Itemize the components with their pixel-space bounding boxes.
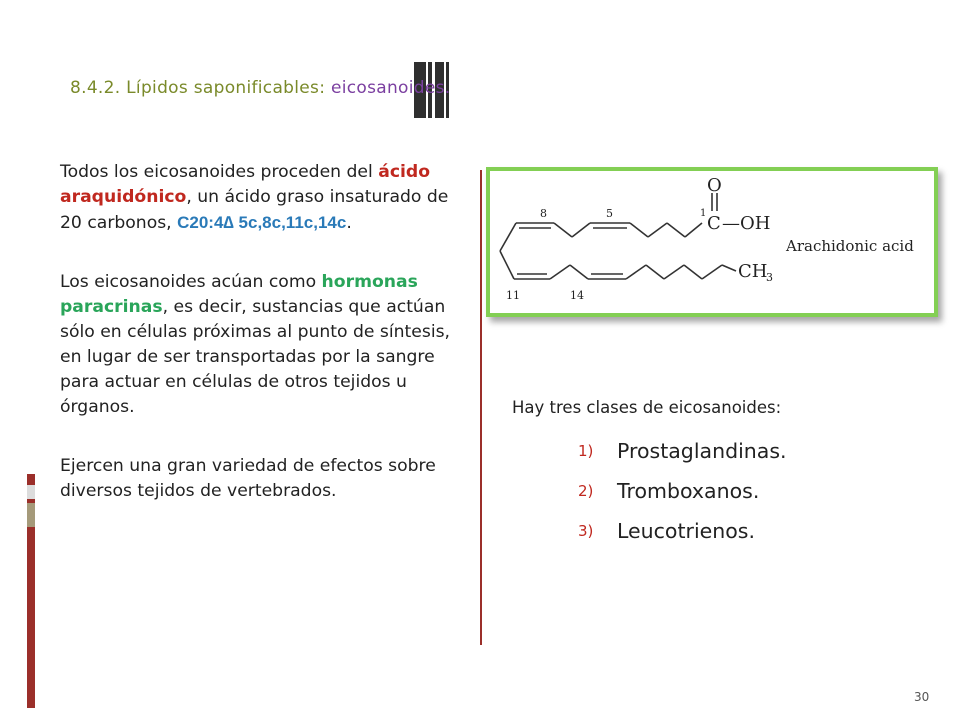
- carbon-number-8: 8: [540, 207, 547, 220]
- figure-label: Arachidonic acid: [786, 237, 914, 255]
- page-number: 30: [914, 690, 930, 704]
- oxygen-label: O: [707, 175, 722, 196]
- list-number: 3): [578, 522, 594, 540]
- classes-intro: Hay tres clases de eicosanoides:: [512, 398, 782, 417]
- arachidonic-acid-figure: [486, 167, 938, 317]
- arachidonic-acid-structure: [490, 171, 934, 313]
- right-text-column: [512, 398, 787, 559]
- carbon-number-1: 1: [700, 208, 707, 219]
- list-label: Tromboxanos.: [617, 479, 760, 503]
- paragraph-origin: [60, 160, 465, 236]
- list-number: 2): [578, 482, 594, 500]
- title-part2: eicosanoides.: [330, 78, 451, 98]
- methyl-label: CH: [738, 261, 768, 282]
- list-label: Leucotrienos.: [617, 519, 755, 543]
- column-divider: [480, 170, 482, 645]
- arachidonic-acid-term: ácido araquidónico: [60, 162, 431, 207]
- paracrine-hormones-term: hormonas paracrinas: [60, 272, 418, 317]
- hydroxyl-label: —OH: [722, 213, 771, 234]
- list-item: [512, 519, 787, 559]
- left-tan-block: [27, 503, 35, 527]
- list-item: [512, 439, 787, 479]
- eicosanoid-classes-list: [512, 439, 787, 559]
- carbon-label: C: [707, 213, 721, 234]
- title-part1: 8.4.2. Lípidos saponificables: [70, 78, 320, 98]
- title-separator: :: [319, 78, 331, 98]
- paragraph-hormones: [60, 270, 465, 420]
- p1-text-a: Todos los eicosanoides proceden del: [60, 162, 379, 182]
- carbon-number-11: 11: [506, 289, 520, 302]
- list-item: [512, 479, 787, 519]
- paragraph-effects: Ejercen una gran variedad de efectos sobre diversos tejidos de vertebrados.: [60, 456, 436, 501]
- left-gray-block: [27, 485, 35, 499]
- p2-text-c: , es decir, sustancias que actúan sólo en células próximas al punto de síntesis, en lugar de ser transportadas por la sangre para actuar en células de otros tejidos u órganos.: [60, 297, 451, 417]
- methyl-subscript: 3: [766, 271, 773, 284]
- list-number: 1): [578, 442, 594, 460]
- p1-text-e: .: [346, 213, 352, 233]
- carbon-number-14: 14: [570, 289, 584, 302]
- p2-text-a: Los eicosanoides acúan como: [60, 272, 322, 292]
- list-label: Prostaglandinas.: [617, 439, 787, 463]
- fatty-acid-formula: C20:4∆ 5c,8c,11c,14c: [177, 213, 347, 232]
- slide-title: [70, 78, 450, 98]
- p1-text-c: , un ácido graso insaturado de 20 carbonos,: [60, 187, 449, 233]
- carbon-number-5: 5: [606, 207, 613, 220]
- left-text-column: [60, 160, 465, 538]
